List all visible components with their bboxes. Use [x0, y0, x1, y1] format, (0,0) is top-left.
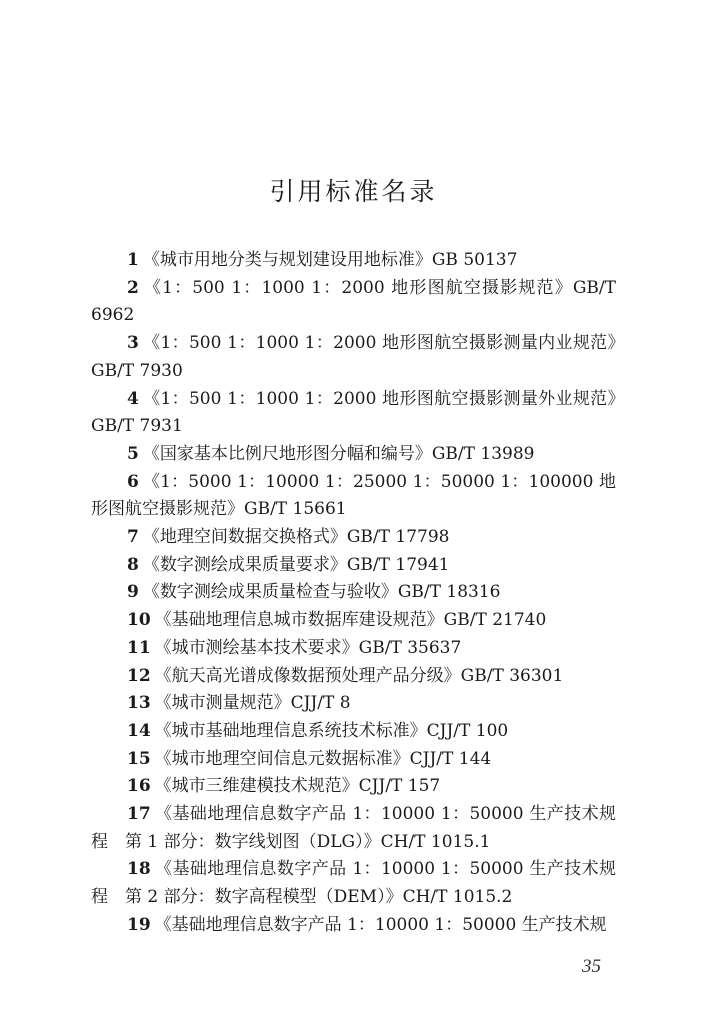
- standard-entry: [91, 441, 616, 469]
- standards-list: [91, 247, 616, 940]
- entry-number: 11: [127, 637, 151, 658]
- standard-entry: [91, 386, 616, 441]
- entry-text: 《国家基本比例尺地形图分幅和编号》GB/T 13989: [142, 443, 535, 464]
- entry-text: 《数字测绘成果质量要求》GB/T 17941: [142, 554, 450, 575]
- standard-entry: [91, 801, 616, 856]
- entry-number: 15: [127, 748, 151, 769]
- entry-number: 19: [127, 914, 151, 935]
- standard-entry: [91, 330, 616, 385]
- standard-entry: [91, 912, 616, 940]
- entry-text: 《城市基础地理信息系统技术标准》CJJ/T 100: [154, 720, 509, 741]
- entry-text: 《基础地理信息数字产品 1：10000 1：50000 生产技术规: [154, 914, 607, 935]
- standard-entry: [91, 579, 616, 607]
- standard-entry: [91, 524, 616, 552]
- entry-number: 8: [127, 554, 139, 575]
- entry-number: 17: [127, 804, 151, 825]
- entry-text: 《数字测绘成果质量检查与验收》GB/T 18316: [142, 582, 501, 603]
- entry-number: 7: [127, 527, 139, 548]
- entry-text: 《1：5000 1：10000 1：25000 1：50000 1：100000 地形图航空摄影规范》GB/T 15661: [91, 471, 616, 520]
- entry-number: 10: [127, 610, 151, 631]
- standard-entry: [91, 552, 616, 580]
- entry-number: 5: [127, 443, 139, 464]
- entry-text: 《基础地理信息城市数据库建设规范》GB/T 21740: [154, 610, 547, 631]
- standard-entry: [91, 663, 616, 691]
- entry-number: 13: [127, 693, 151, 714]
- standard-entry: [91, 247, 616, 275]
- entry-number: 4: [127, 388, 139, 409]
- entry-number: 3: [127, 333, 139, 354]
- standard-entry: [91, 718, 616, 746]
- entry-text: 《航天高光谱成像数据预处理产品分级》GB/T 36301: [154, 665, 564, 686]
- entry-number: 12: [127, 665, 151, 686]
- entry-text: 《地理空间数据交换格式》GB/T 17798: [142, 527, 450, 548]
- entry-number: 1: [127, 250, 139, 270]
- entry-text: 《城市地理空间信息元数据标准》CJJ/T 144: [154, 748, 492, 769]
- entry-text: 《基础地理信息数字产品 1：10000 1：50000 生产技术规程 第 1 部分：数字线划图（DLG）》CH/T 1015.1: [91, 804, 616, 852]
- entry-number: 9: [127, 582, 139, 603]
- entry-number: 18: [127, 859, 151, 880]
- entry-text: 《城市测量规范》CJJ/T 8: [154, 693, 351, 714]
- standard-entry: [91, 690, 616, 718]
- standard-entry: [91, 856, 616, 911]
- entry-number: 2: [127, 277, 139, 298]
- entry-text: 《城市用地分类与规划建设用地标准》GB 50137: [142, 250, 518, 270]
- entry-text: 《基础地理信息数字产品 1：10000 1：50000 生产技术规程 第 2 部分：数字高程模型（DEM）》CH/T 1015.2: [91, 859, 616, 908]
- standard-entry: [91, 607, 616, 635]
- entry-text: 《1：500 1：1000 1：2000 地形图航空摄影测量内业规范》GB/T 7930: [91, 333, 616, 381]
- standard-entry: [91, 773, 616, 801]
- entry-text: 《1：500 1：1000 1：2000 地形图航空摄影规范》GB/T 6962: [91, 277, 616, 326]
- standard-entry: [91, 746, 616, 774]
- page-number: 35: [582, 956, 601, 977]
- entry-text: 《城市测绘基本技术要求》GB/T 35637: [154, 637, 462, 658]
- entry-text: 《城市三维建模技术规范》CJJ/T 157: [154, 776, 441, 797]
- entry-text: 《1：500 1：1000 1：2000 地形图航空摄影测量外业规范》GB/T 7931: [91, 388, 616, 437]
- entry-number: 16: [127, 776, 151, 797]
- standard-entry: [91, 275, 616, 330]
- entry-number: 6: [127, 471, 139, 492]
- entry-number: 14: [127, 720, 151, 741]
- standard-entry: [91, 635, 616, 663]
- standard-entry: [91, 469, 616, 524]
- page-title: 引用标准名录: [269, 177, 438, 206]
